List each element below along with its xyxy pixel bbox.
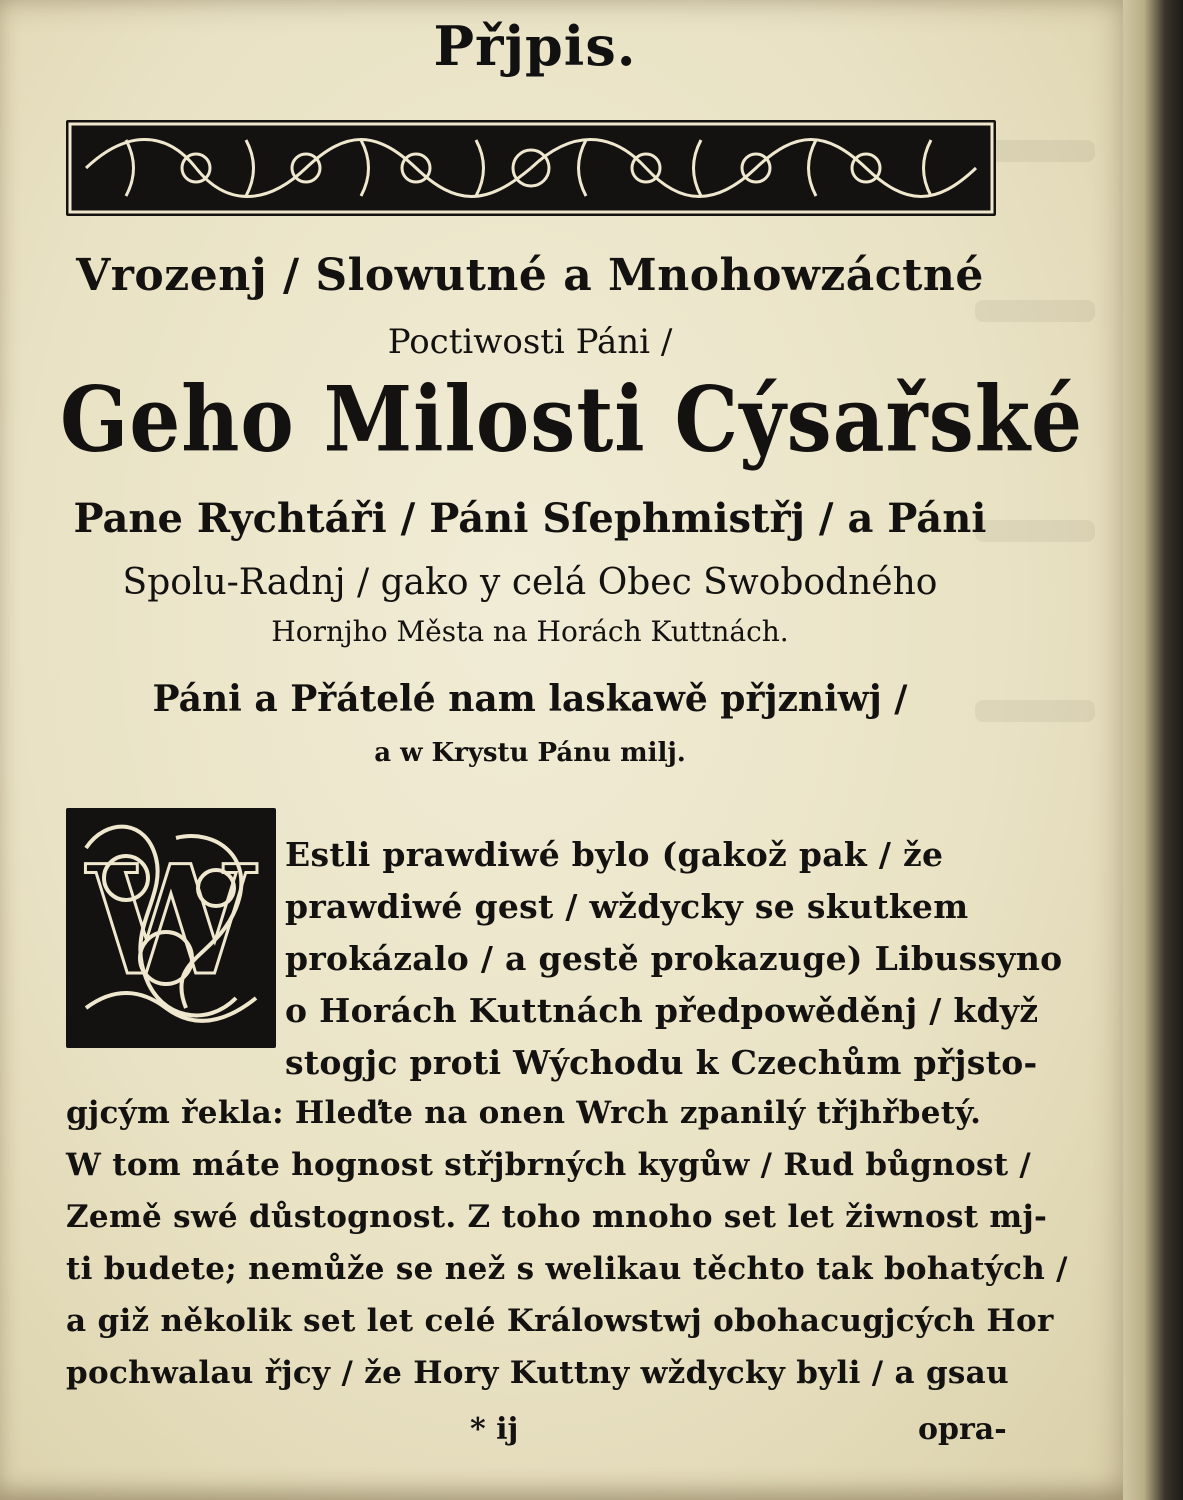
- body-line: o Horách Kuttnách předpowěděnj / když: [285, 991, 1039, 1030]
- address-heading: Geho Milosti Cýsařské: [60, 366, 1084, 472]
- body-line: prawdiwé gest / wždycky se skutkem: [285, 887, 969, 926]
- body-line: pochwalau řjcy / že Hory Kuttny wždycky byli / a gsau: [66, 1355, 1009, 1391]
- address-line: Spolu-Radnj / gako y celá Obec Swobodného: [122, 562, 938, 603]
- body-line: W tom máte hognost střjbrných kygůw / Rud bůgnost /: [66, 1147, 1032, 1183]
- body-line: a giž několik set let celé Králowstwj obohacugjcých Hor: [66, 1303, 1054, 1339]
- salutation-line: a w Krystu Pánu milj.: [374, 738, 686, 768]
- address-line: Pane Rychtáři / Páni Sſephmistřj / a Páni: [73, 495, 987, 542]
- body-line: gjcým řekla: Hleďte na onen Wrch zpanilý třjhřbetý.: [66, 1095, 982, 1131]
- ornamental-headpiece: [66, 120, 996, 216]
- body-line: stogjc proti Wýchodu k Czechům přjsto-: [285, 1043, 1038, 1082]
- signature-mark: * ij: [470, 1412, 519, 1447]
- running-head: Přjpis.: [433, 14, 637, 78]
- address-line: Poctiwosti Páni /: [387, 322, 673, 362]
- show-through-text: [975, 300, 1095, 322]
- salutation-line: Páni a Přátelé nam laskawě přjzniwj /: [152, 678, 908, 720]
- decorated-initial: [66, 808, 276, 1048]
- body-line: Země swé důstognost. Z toho mnoho set let žiwnost mj-: [66, 1199, 1048, 1235]
- floral-initial-icon: [66, 808, 276, 1048]
- catchword: opra-: [918, 1412, 1007, 1447]
- body-line: Estli prawdiwé bylo (gakož pak / že: [285, 835, 944, 874]
- svg-text:W: W: [86, 833, 256, 1009]
- ornament-scrollwork-icon: [66, 120, 996, 216]
- address-line: Hornjho Města na Horách Kuttnách.: [271, 615, 789, 648]
- body-line: prokázalo / a gestě prokazuge) Libussyno: [285, 939, 1063, 978]
- body-line: ti budete; nemůže se než s welikau těchto tak bohatých /: [66, 1251, 1068, 1287]
- address-line: Vrozenj / Slowutné a Mnohowzáctné: [76, 250, 984, 301]
- page-edge-shadow: [1123, 0, 1183, 1500]
